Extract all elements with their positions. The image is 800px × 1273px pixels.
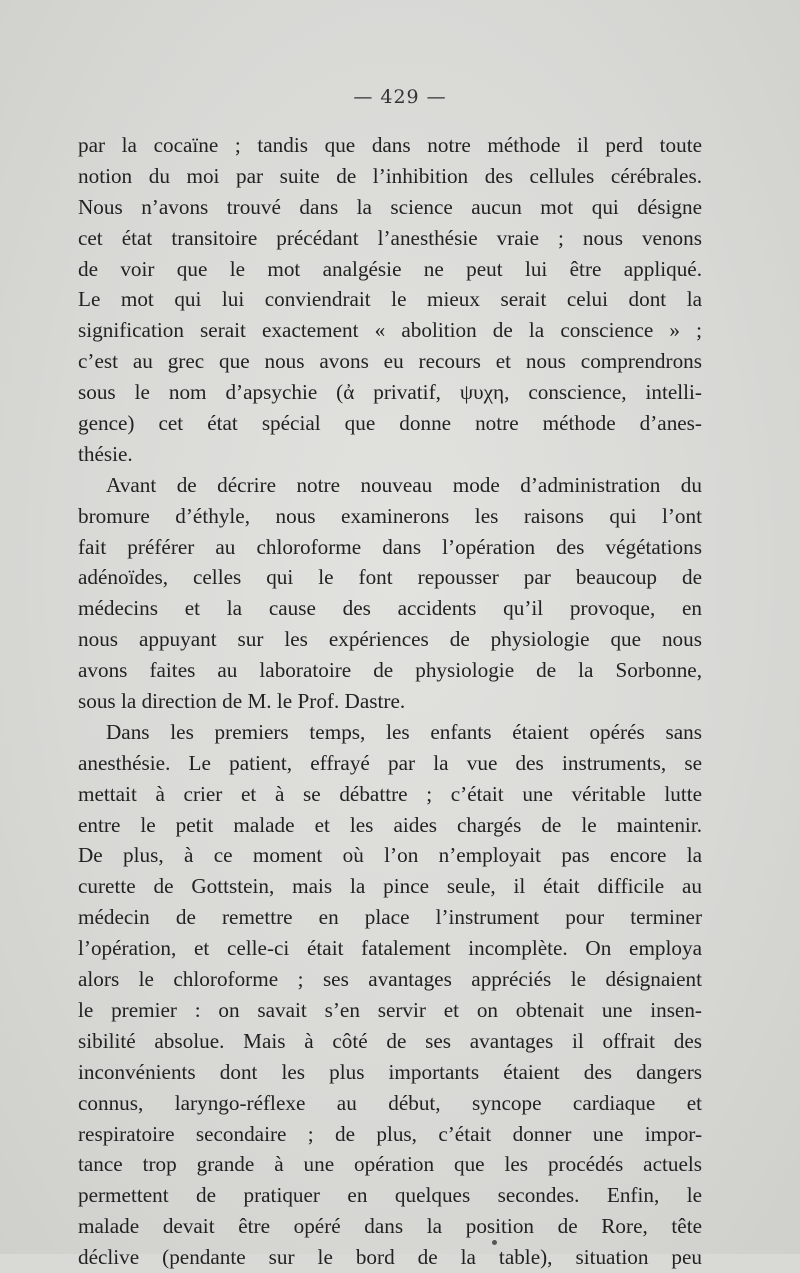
- body-text: [78, 130, 702, 1273]
- text-line: mettait à crier et à se débattre ; c’était une véritable lutte: [78, 781, 702, 806]
- text-line: avons faites au laboratoire de physiologie de la Sorbonne,: [78, 658, 702, 683]
- text-line: le premier : on savait s’en servir et on obtenait une insen-: [78, 997, 702, 1022]
- text-line: fait préférer au chloroforme dans l’opération des végétations: [78, 534, 702, 559]
- text-line: alors le chloroforme ; ses avantages appréciés le désignaient: [78, 967, 702, 992]
- text-line: c’est au grec que nous avons eu recours et nous comprendrons: [78, 349, 702, 374]
- text-line: sous la direction de M. le Prof. Dastre.: [78, 689, 406, 714]
- text-line: médecin de remettre en place l’instrument pour terminer: [78, 905, 702, 930]
- text-line: curette de Gottstein, mais la pince seule, il était difficile au: [78, 874, 702, 899]
- text-line: Le mot qui lui conviendrait le mieux serait celui dont la: [78, 287, 702, 312]
- text-line: déclive (pendante sur le bord de la table), situation peu: [78, 1245, 702, 1270]
- text-line: signification serait exactement « abolition de la conscience » ;: [78, 318, 702, 343]
- text-line: respiratoire secondaire ; de plus, c’était donner une impor-: [78, 1121, 702, 1146]
- text-line: l’opération, et celle-ci était fatalement incomplète. On employa: [78, 936, 702, 961]
- text-line: permettent de pratiquer en quelques secondes. Enfin, le: [78, 1183, 702, 1208]
- text-line: De plus, à ce moment où l’on n’employait pas encore la: [78, 843, 702, 868]
- text-line: anesthésie. Le patient, effrayé par la vue des instruments, se: [78, 750, 702, 775]
- text-line: médecins et la cause des accidents qu’il provoque, en: [78, 596, 702, 621]
- text-line: adénoïdes, celles qui le font repousser par beaucoup de: [78, 565, 702, 590]
- text-line: tance trop grande à une opération que les procédés actuels: [78, 1152, 702, 1177]
- text-line: cet état transitoire précédant l’anesthésie vraie ; nous venons: [78, 225, 702, 250]
- text-line: bromure d’éthyle, nous examinerons les raisons qui l’ont: [78, 503, 702, 528]
- text-line: entre le petit malade et les aides chargés de le maintenir.: [78, 812, 702, 837]
- text-line: connus, laryngo-réflexe au début, syncope cardiaque et: [78, 1090, 702, 1115]
- text-line: nous appuyant sur les expériences de physiologie que nous: [78, 627, 702, 652]
- text-line: sibilité absolue. Mais à côté de ses avantages il offrait des: [78, 1028, 702, 1053]
- text-line: Nous n’avons trouvé dans la science aucun mot qui désigne: [78, 194, 702, 219]
- text-line: notion du moi par suite de l’inhibition des cellules cérébrales.: [78, 163, 702, 188]
- page-number: — 429 —: [353, 86, 447, 108]
- text-line: thésie.: [78, 441, 133, 466]
- text-line: par la cocaïne ; tandis que dans notre méthode il perd toute: [78, 133, 702, 157]
- paragraph-first-line: Avant de décrire notre nouveau mode d’administration du: [106, 472, 702, 497]
- paragraph-first-line: Dans les premiers temps, les enfants étaient opérés sans: [106, 719, 702, 744]
- text-line: de voir que le mot analgésie ne peut lui être appliqué.: [78, 256, 702, 281]
- text-line: sous le nom d’apsychie (ἀ privatif, ψυχη, conscience, intelli-: [78, 380, 702, 405]
- text-line: malade devait être opéré dans la position de Rore, tête: [78, 1214, 702, 1239]
- text-line: gence) cet état spécial que donne notre méthode d’anes-: [78, 411, 702, 436]
- text-line: inconvénients dont les plus importants étaient des dangers: [78, 1059, 702, 1084]
- ink-speck: [492, 1240, 497, 1245]
